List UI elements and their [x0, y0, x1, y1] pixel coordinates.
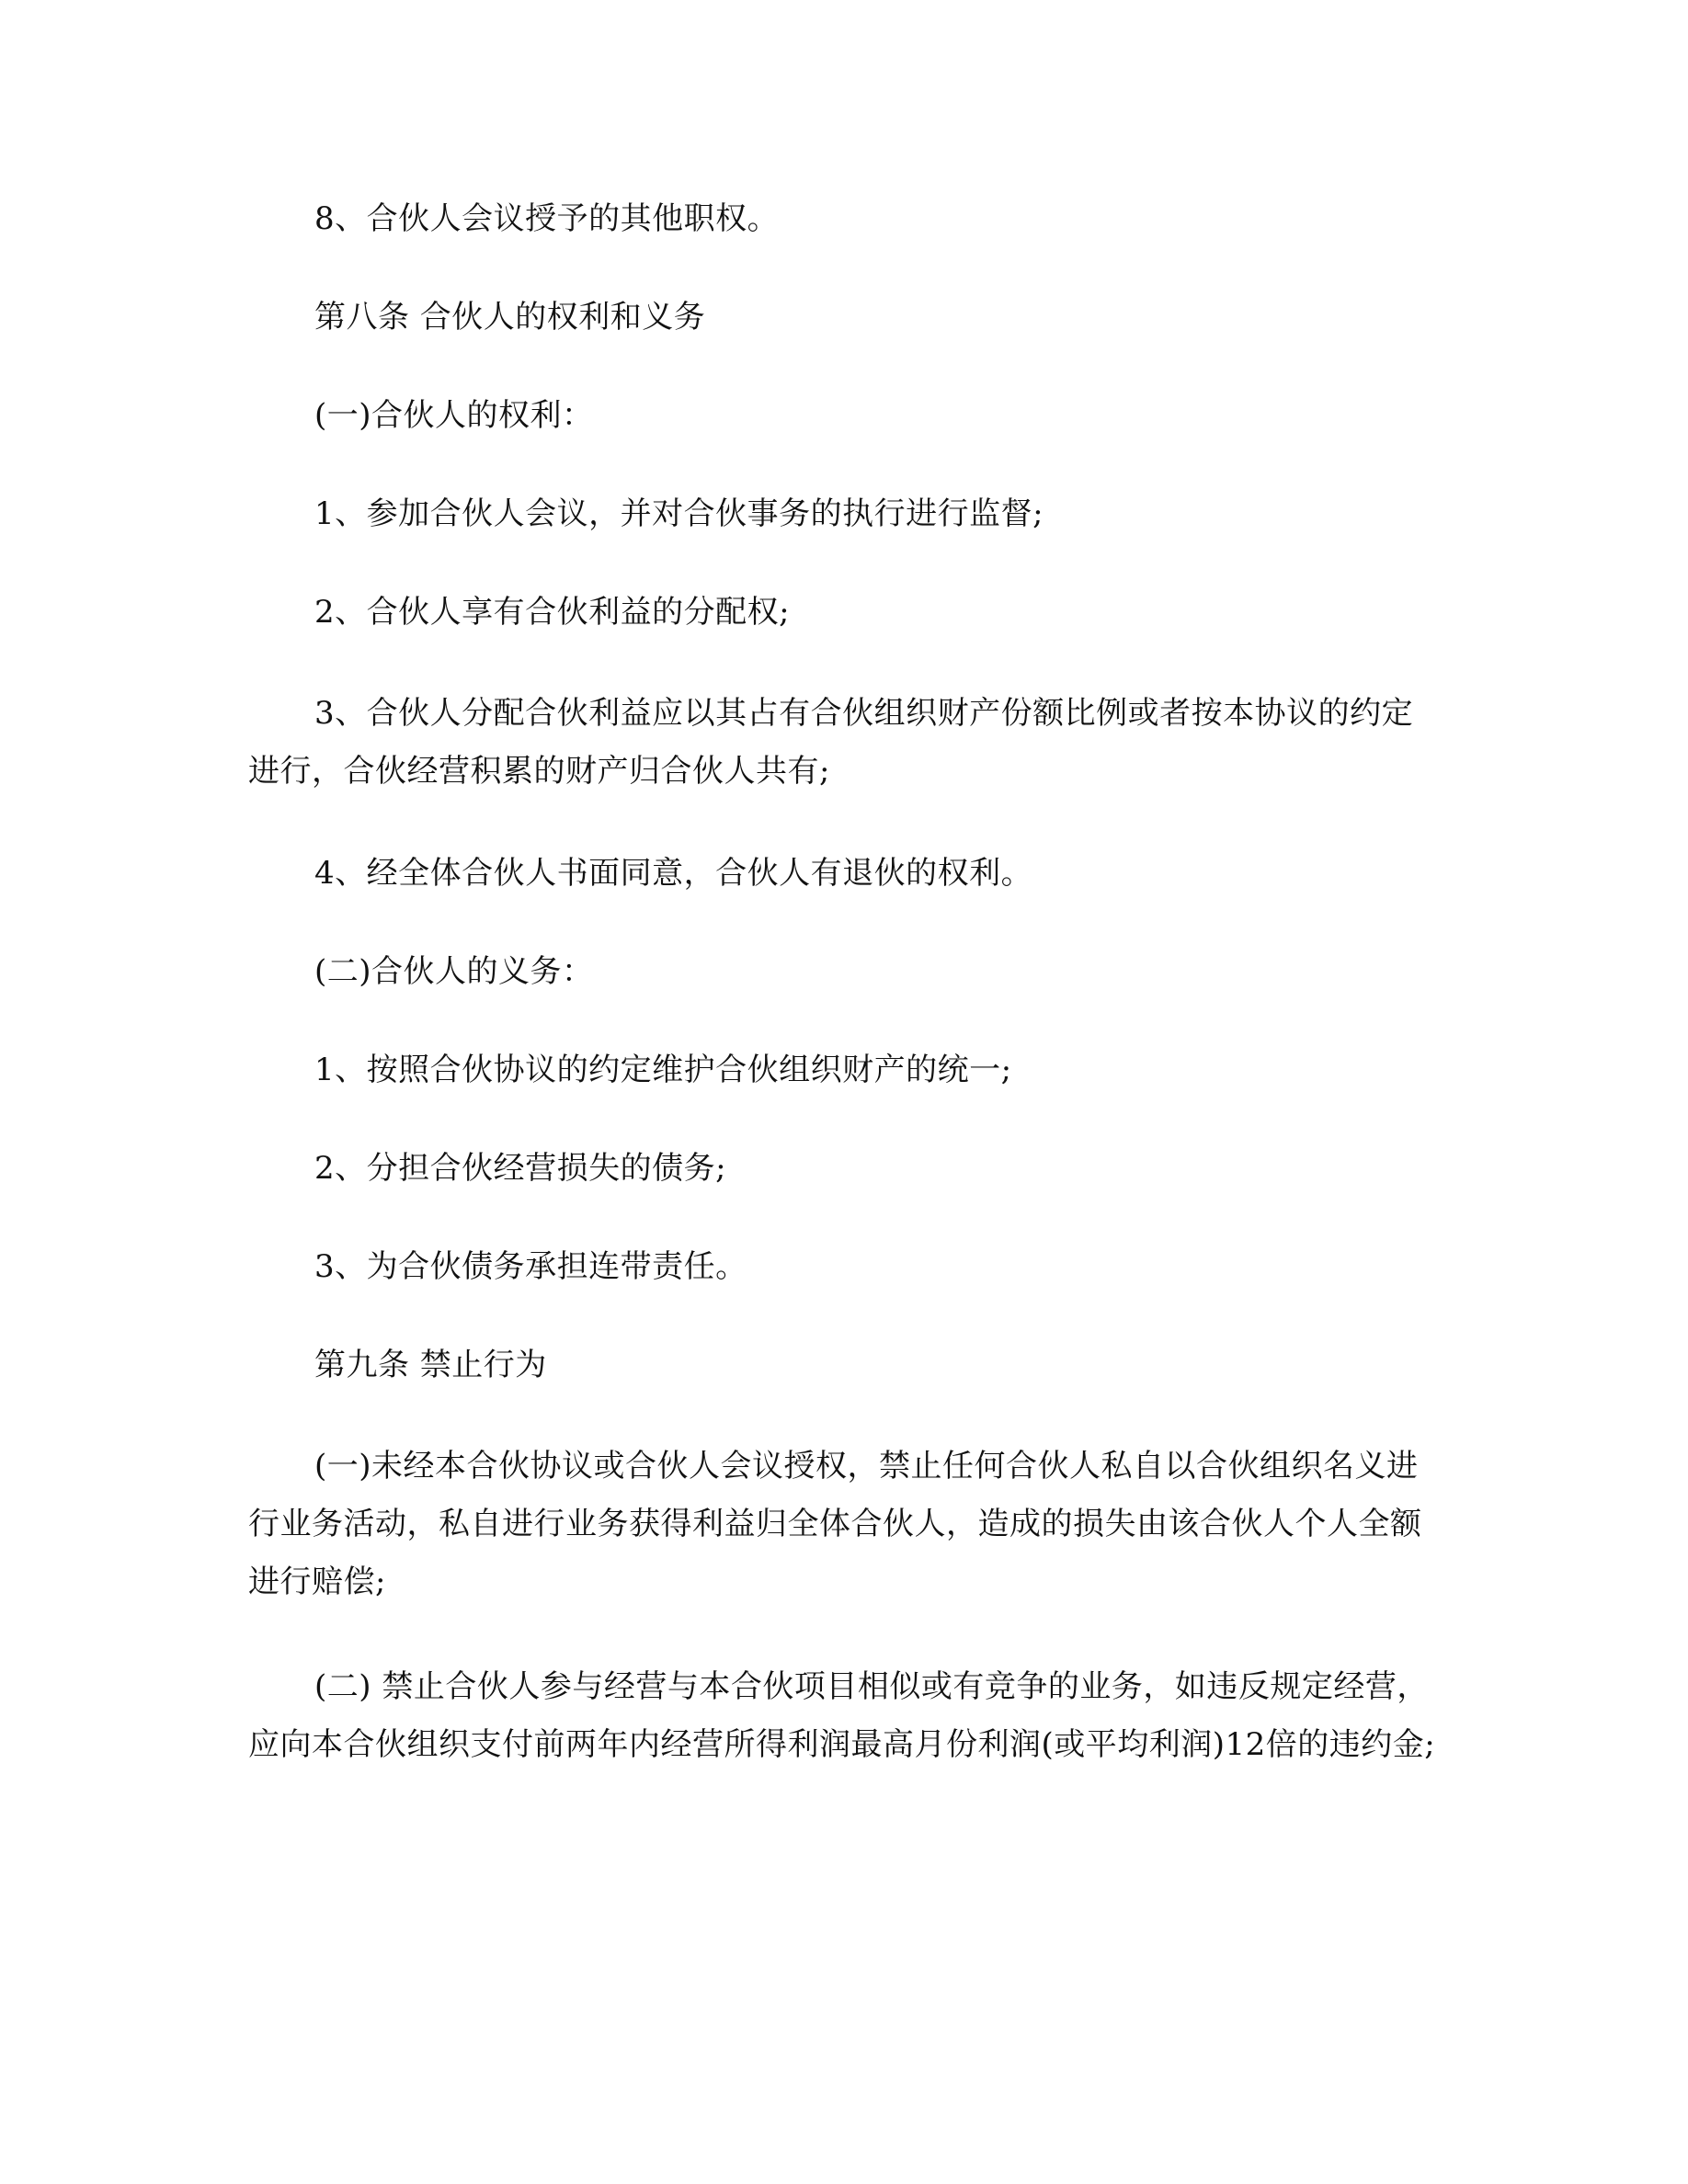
article-8-heading: 第八条 合伙人的权利和义务	[314, 299, 706, 336]
rights-item-2: 2、合伙人享有合伙利益的分配权;	[314, 594, 791, 631]
rights-item-3: 3、合伙人分配合伙利益应以其占有合伙组织财产份额比例或者按本协议的约定进行，合伙经营积累的财产归合伙人共有;	[248, 695, 1414, 790]
obligations-item-1: 1、按照合伙协议的约定维护合伙组织财产的统一;	[314, 1052, 1012, 1088]
obligations-item-3: 3、为合伙债务承担连带责任。	[314, 1248, 747, 1285]
document-body	[248, 193, 1443, 1821]
prohibition-item-1: (一)未经本合伙协议或合伙人会议授权，禁止任何合伙人私自以合伙组织名义进行业务活动，私自进行业务获得利益归全体合伙人，造成的损失由该合伙人个人全额进行赔偿;	[248, 1448, 1422, 1600]
partner-obligations-heading: (二)合伙人的义务：	[314, 953, 594, 990]
obligations-item-2: 2、分担合伙经营损失的债务;	[314, 1150, 727, 1187]
paragraph-item-8-authority: 8、合伙人会议授予的其他职权。	[314, 200, 780, 237]
prohibition-item-2: (二) 禁止合伙人参与经营与本合伙项目相似或有竞争的业务，如违反规定经营，应向本合伙组织支付前两年内经营所得利润最高月份利润(或平均利润)12倍的违约金;	[248, 1668, 1436, 1763]
rights-item-4: 4、经全体合伙人书面同意，合伙人有退伙的权利。	[314, 855, 1033, 892]
partner-rights-heading: (一)合伙人的权利：	[314, 397, 594, 434]
rights-item-1: 1、参加合伙人会议，并对合伙事务的执行进行监督;	[314, 495, 1044, 532]
article-9-heading: 第九条 禁止行为	[314, 1347, 547, 1383]
